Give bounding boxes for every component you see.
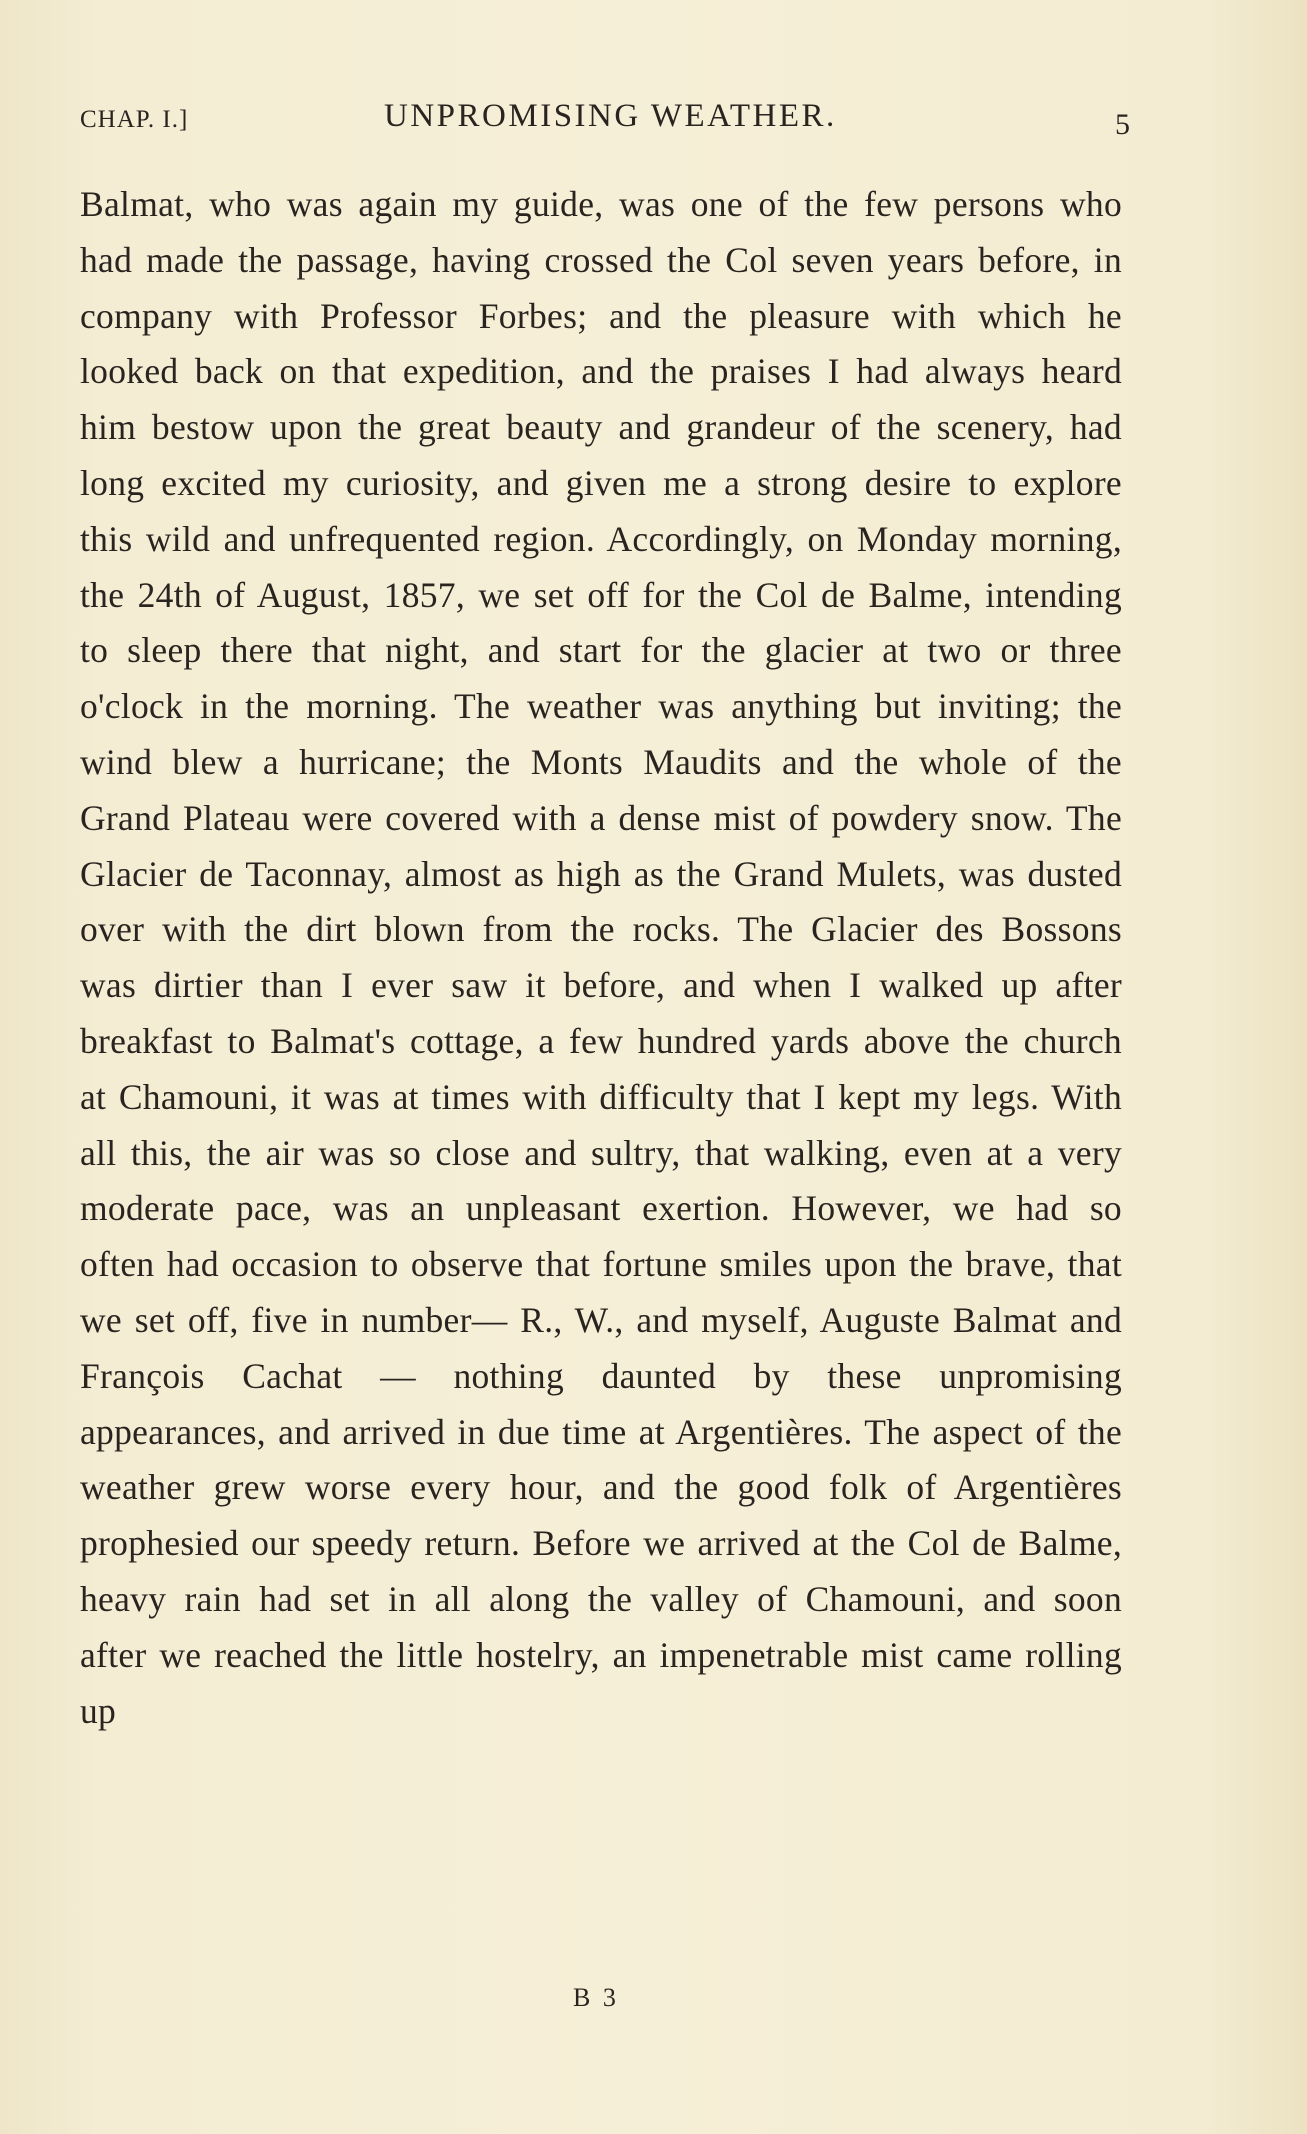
signature-mark: B 3 <box>573 1983 619 2012</box>
page-title: UNPROMISING WEATHER. <box>384 98 837 134</box>
running-head <box>80 98 1130 146</box>
page-number: 5 <box>1115 108 1130 141</box>
chapter-label: CHAP. I.] <box>80 106 189 133</box>
body-paragraph: Balmat, who was again my guide, was one of the few persons who had made the passage, having crossed the Col seven years before, in company with Professor Forbes; and the pleasure with which he looked back on that expedition, and the praises I had always heard him bestow upon the great beauty and grandeur of the scenery, had long excited my curiosity, and given me a strong desire to explore this wild and unfrequented region. Accordingly, on Monday morning, the 24th of August, 1857, we set off for the Col de Balme, intending to sleep there that night, and start for the glacier at two or three o'clock in the morning. The weather was anything but inviting; the wind blew a hurricane; the Monts Maudits and the whole of the Grand Plateau were covered with a dense mist of powdery snow. The Glacier de Taconnay, almost as high as the Grand Mulets, was dusted over with the dirt blown from the rocks. The Glacier des Bossons was dirtier than I ever saw it before, and when I walked up after breakfast to Balmat's cottage, a few hundred yards above the church at Chamouni, it was at times with difficulty that I kept my legs. With all this, the air was so close and sultry, that walking, even at a very moderate pace, was an unpleasant exertion. However, we had so often had occasion to observe that fortune smiles upon the brave, that we set off, five in number— R., W., and myself, Auguste Balmat and François Cachat — nothing daunted by these unpromising appearances, and arrived in due time at Argentières. The aspect of the weather grew worse every hour, and the good folk of Argentières prophesied our speedy return. Before we arrived at the Col de Balme, heavy rain had set in all along the valley of Chamouni, and soon after we reached the little hostelry, an impenetrable mist came rolling up <box>80 184 1122 1731</box>
